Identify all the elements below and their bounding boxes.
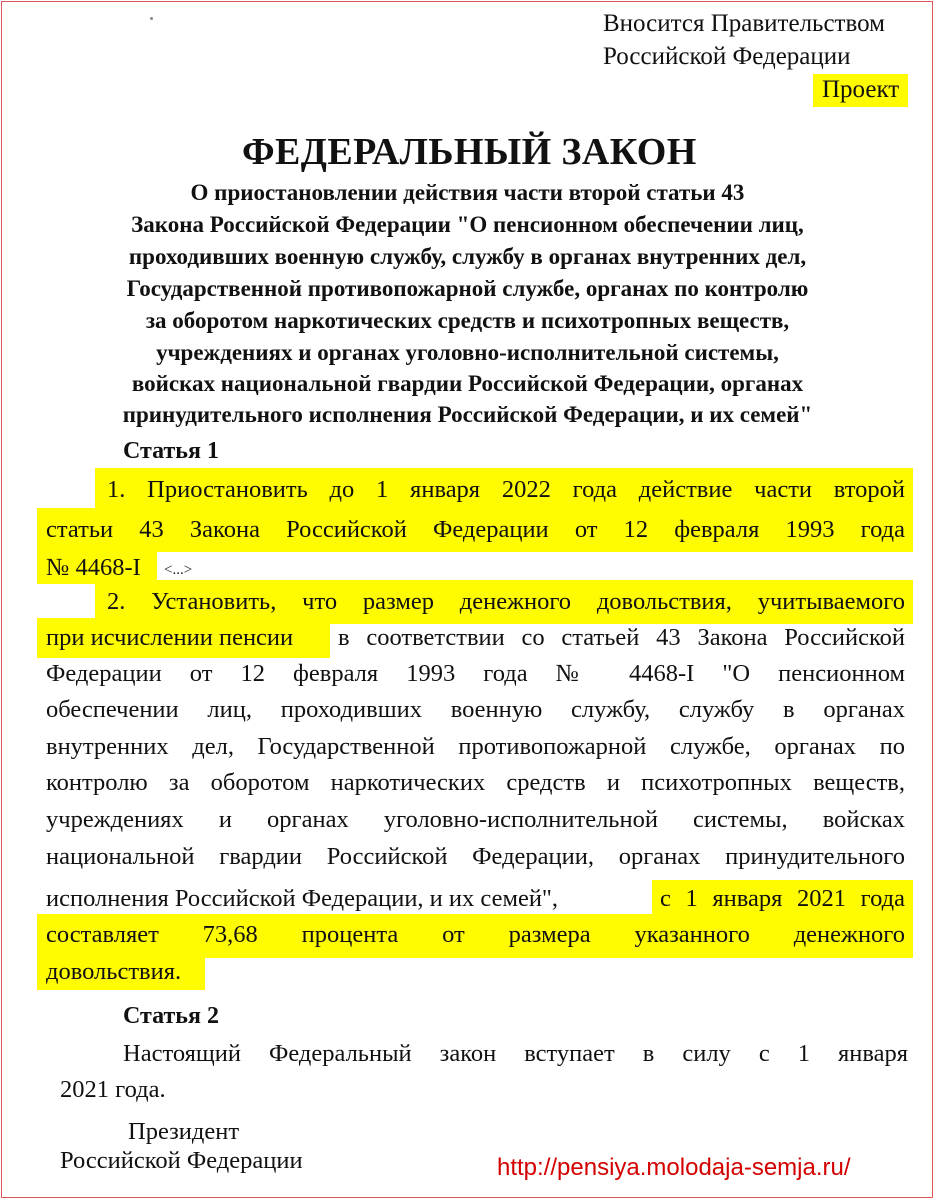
p2-line-5: внутренних дел, Государственной противопожарной службе, органах по xyxy=(46,733,905,760)
submitter-line-1: Вносится Правительством xyxy=(603,10,885,37)
p2-line-2a: при исчислении пенсии xyxy=(46,624,294,651)
p2-line-2b: в соответствии со статьей 43 Закона Российской xyxy=(338,624,905,651)
scan-speck xyxy=(150,17,153,20)
p2-line-1: 2. Установить, что размер денежного довольствия, учитываемого xyxy=(107,588,905,615)
p2-line-8: национальной гвардии Российской Федерации, органах принудительного xyxy=(46,843,905,870)
a2-line-1: Настоящий Федеральный закон вступает в силу с 1 января xyxy=(123,1040,908,1067)
article-2-heading: Статья 2 xyxy=(123,1003,219,1029)
p2-line-9b: с 1 января 2021 года xyxy=(660,885,905,912)
subtitle-line-5: за оборотом наркотических средств и психотропных веществ, xyxy=(145,308,790,333)
subtitle-line-2: Закона Российской Федерации "О пенсионном обеспечении лиц, xyxy=(131,212,804,237)
subtitle-line-8: принудительного исполнения Российской Федерации, и их семей" xyxy=(122,402,813,427)
p2-line-4: обеспечении лиц, проходивших военную службу, службу в органах xyxy=(46,696,905,723)
omission-mark: <...> xyxy=(164,562,193,578)
p2-line-11: довольствия. xyxy=(46,958,182,985)
p2-line-10: составляет 73,68 процента от размера указанного денежного xyxy=(46,921,905,948)
p1-line-2: статьи 43 Закона Российской Федерации от 12 февраля 1993 года xyxy=(46,516,905,543)
source-url[interactable]: http://pensiya.molodaja-semja.ru/ xyxy=(497,1154,851,1181)
p2-line-3: Федерации от 12 февраля 1993 года № 4468-I "О пенсионном xyxy=(46,660,905,687)
article-1-heading: Статья 1 xyxy=(123,438,219,464)
p2-line-9a: исполнения Российской Федерации, и их семей", xyxy=(46,885,559,912)
signature-title-2: Российской Федерации xyxy=(60,1147,303,1174)
a2-line-2: 2021 года. xyxy=(60,1076,166,1103)
p2-line-6: контролю за оборотом наркотических средств и психотропных веществ, xyxy=(46,769,905,796)
subtitle-line-3: проходивших военную службу, службу в органах внутренних дел, xyxy=(128,244,807,269)
subtitle-line-4: Государственной противопожарной службе, органах по контролю xyxy=(126,276,809,301)
p1-line-1: 1. Приостановить до 1 января 2022 года действие части второй xyxy=(107,476,905,503)
signature-title-1: Президент xyxy=(128,1118,240,1145)
subtitle-line-7: войсках национальной гвардии Российской Федерации, органах xyxy=(131,371,804,396)
subtitle-line-1: О приостановлении действия части второй статьи 43 xyxy=(190,180,745,205)
submitter-line-2: Российской Федерации xyxy=(603,43,851,70)
subtitle-line-6: учреждениях и органах уголовно-исполнительной системы, xyxy=(156,340,779,365)
p1-line-3: № 4468-I xyxy=(46,554,141,581)
p2-line-7: учреждениях и органах уголовно-исполнительной системы, войсках xyxy=(46,806,905,833)
draft-badge: Проект xyxy=(813,74,908,107)
law-title: ФЕДЕРАЛЬНЫЙ ЗАКОН xyxy=(242,131,697,173)
